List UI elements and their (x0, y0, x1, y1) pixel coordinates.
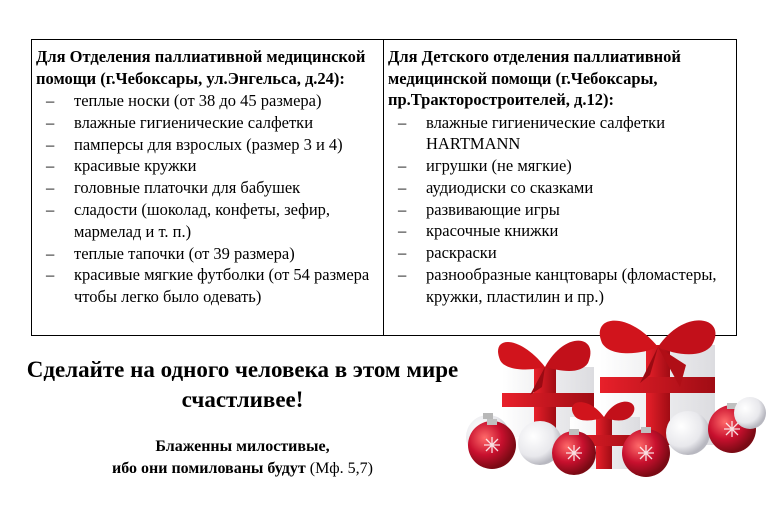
dash-marker: – (398, 112, 407, 132)
list-item (36, 177, 383, 199)
list-item-text: аудиодиски со сказками (426, 177, 594, 197)
dash-marker: – (398, 177, 407, 197)
dash-marker: – (46, 265, 55, 285)
list-item-text: теплые носки (от 38 до 45 размера) (74, 91, 322, 110)
list-item-text: теплые тапочки (от 39 размера) (74, 243, 295, 263)
quote-reference: (Мф. 5,7) (305, 460, 373, 477)
list-item (388, 242, 736, 264)
dash-marker: – (46, 134, 55, 154)
dash-marker: – (398, 156, 407, 176)
list-item-text: головные платочки для бабушек (74, 178, 301, 198)
list-item (388, 177, 736, 199)
list-item (36, 155, 383, 177)
list-item (36, 90, 383, 112)
dash-marker: – (398, 243, 407, 263)
list-item-text: влажные гигиенические салфетки (74, 112, 314, 132)
list-item-text: развивающие игры (426, 199, 560, 219)
adult-department-title: Для Отделения паллиативной медицинской помощи (г.Чебоксары, ул.Энгельса, д.24): (36, 47, 366, 88)
list-item (36, 243, 383, 265)
dash-marker: – (46, 178, 55, 198)
children-department-column (384, 40, 736, 335)
list-item-text: красивые кружки (74, 156, 197, 176)
dash-marker: – (46, 112, 55, 132)
adult-department-list (36, 90, 383, 308)
list-item-text: красивые мягкие футболки (от 54 размера чтобы легко было одевать) (74, 265, 370, 307)
list-item (388, 264, 736, 308)
gift-boxes-illustration (450, 305, 776, 517)
bible-quote (20, 436, 465, 480)
list-item (388, 220, 736, 242)
list-item (388, 199, 736, 221)
list-item-text: разнообразные канцтовары (фломастеры, кружки, пластилин и пр.) (426, 265, 717, 306)
dash-marker: – (398, 265, 407, 285)
list-item (36, 134, 383, 156)
list-item (388, 112, 736, 156)
quote-line-1: Блаженны милостивые, (155, 438, 330, 455)
list-item-text: игрушки (не мягкие) (426, 156, 572, 176)
dash-marker: – (46, 243, 55, 263)
list-item (36, 112, 383, 134)
list-item (36, 199, 383, 243)
donation-list-table (31, 39, 737, 336)
dash-marker: – (398, 199, 407, 219)
quote-line-2-text: ибо они помилованы будут (112, 460, 306, 477)
dash-marker: – (398, 221, 407, 241)
list-item-text: красочные книжки (426, 221, 559, 241)
list-item-text: сладости (шоколад, конфеты, зефир, мармелад и т. п.) (74, 199, 331, 241)
adult-department-column (32, 40, 384, 335)
quote-line-2 (20, 458, 465, 480)
slogan-heading: Сделайте на одного человека в этом мире счастливее! (26, 357, 459, 412)
list-item (36, 264, 383, 308)
list-item-text: памперсы для взрослых (размер 3 и 4) (74, 134, 343, 154)
list-item-text: раскраски (426, 243, 497, 263)
dash-marker: – (46, 199, 55, 219)
children-department-title: Для Детского отделения паллиативной медицинской помощи (г.Чебоксары, пр.Тракторостроителей, д.12): (388, 47, 681, 109)
list-item (388, 155, 736, 177)
children-department-list (388, 112, 736, 308)
dash-marker: – (46, 156, 55, 176)
dash-marker: – (46, 91, 55, 110)
list-item-text: влажные гигиенические салфетки HARTMANN (426, 112, 666, 154)
